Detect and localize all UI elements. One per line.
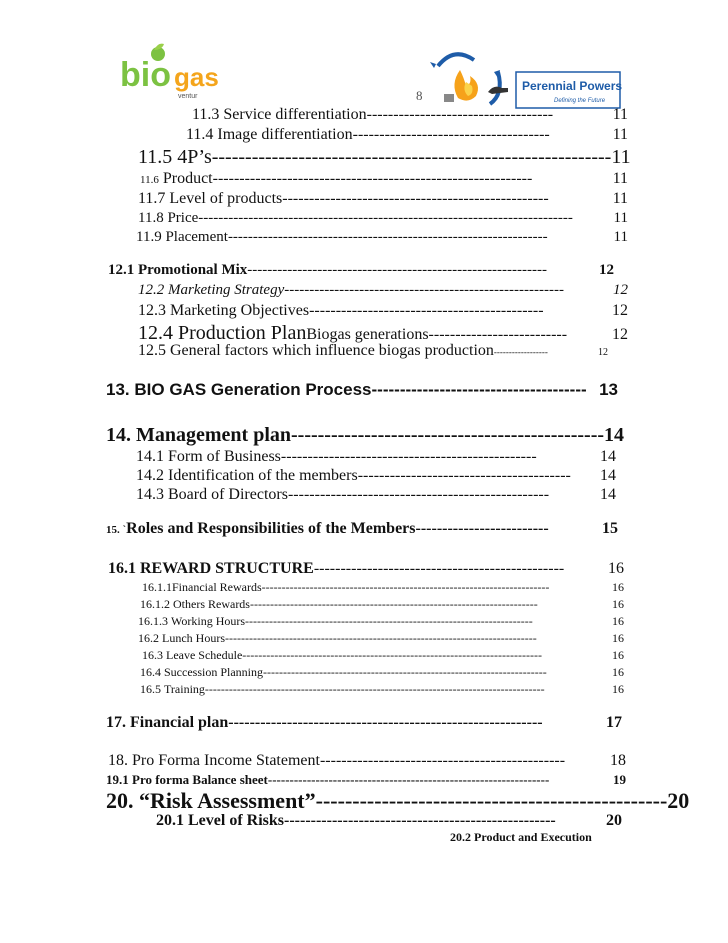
toc-title: Pro forma Balance sheet [132,772,268,787]
toc-title: BIO GAS Generation Process [134,380,372,399]
toc-title: Level of products [169,190,283,207]
toc-title: Others Rewards [173,597,250,611]
toc-title: Level of Risks [188,812,284,829]
toc-number: 11.5 [138,146,173,168]
toc-title: Roles and Responsibilities of the Members [126,520,416,537]
toc-leader: ----------------------------------------------- [291,424,605,446]
toc-entry-16-4[interactable] [140,665,624,680]
toc-title: Lunch Hours [162,631,225,645]
toc-number: 18. [108,752,128,769]
toc-page: 12 [613,282,628,298]
toc-leader: ---------------------------------------- [357,467,571,484]
toc-leader: ------------------------- [415,520,549,537]
toc-page: 11 [612,190,628,207]
toc-leader: ------------------------------------------------------------ [211,146,612,168]
toc-title: General factors which influence biogas production [170,342,494,359]
toc-title: Training [164,682,205,696]
toc-number: 14.1 [136,448,164,465]
toc-title: Financial Rewards [172,580,262,594]
toc-leader: ------------------------------------------------------------ [212,170,533,187]
biogas-logo-tag: ventur [178,93,198,100]
toc-number: 13. [106,380,130,399]
toc-title: Board of Directors [168,486,288,503]
toc-number: 16.1.2 [140,597,170,611]
toc-page: 11 [611,146,631,168]
toc-page: 14 [600,448,616,465]
perennial-logo-name: Perennial Powers [522,79,623,93]
toc-title: Marketing Strategy [168,282,285,298]
toc-page: 20 [667,788,690,813]
toc-leader: ----------------------------------------------------------- [228,714,543,731]
toc-number: 12.5 [138,342,166,359]
toc-title: Image differentiation [217,126,353,143]
toc-page: 18 [610,752,626,769]
toc-title: Price [167,210,199,226]
toc-page: 16 [612,682,624,696]
toc-number: 20.2 [450,830,471,844]
toc-leader: ---------------------------------------------- [319,752,566,769]
toc-title: Product [162,170,213,187]
toc-number: 20. [106,788,134,813]
toc-entry-20[interactable] [106,788,690,814]
toc-number: 11.8 [138,210,164,226]
toc-page: 19 [613,772,626,787]
toc-leader: ------------------------------------------------------------------------ [261,580,550,594]
toc-number: 19.1 [106,772,129,787]
toc-page: 11 [613,210,628,226]
toc-leader: --------------------------------------------------------------------------- [198,210,573,226]
toc-leader: ---------------------------------------------------------------- [227,229,548,245]
toc-page: 16 [612,580,624,594]
toc-leader: -------------------------------------- [371,380,587,399]
toc-number: 17. [106,714,126,731]
toc-leader: ------------------------------------------------------------------------ [245,614,533,628]
toc-leader: ------------------ [493,347,548,357]
toc-title: Product and Execution [474,830,592,844]
toc-leader: ------------------------------------------------- [287,486,550,503]
toc-page: 11 [612,126,628,143]
biogas-logo [120,40,230,112]
toc-leader: -------------------------------------------------- [282,190,549,207]
toc-page: 11 [612,170,628,187]
toc-number: 16.2 [138,631,159,645]
toc-entry-12-5[interactable] [138,342,608,360]
toc-number: 16.3 [142,648,163,662]
toc-page: 11 [613,229,628,245]
toc-leader: ------------------------------------- [352,126,550,143]
toc-entry-20-2[interactable] [450,830,624,845]
toc-number: 11.6 [140,174,159,186]
toc-number: 11.9 [136,229,162,245]
toc-leader: ------------------------------------------------ [280,448,537,465]
toc-page: 16 [608,560,624,577]
toc-entry-11-7[interactable] [138,190,628,208]
toc-entry-16-2[interactable] [138,631,624,646]
biogas-logo-text-left: bio [120,56,171,94]
toc-page: 12 [598,347,608,358]
toc-leader: -------------------------------------------- [309,302,544,319]
toc-title: Financial plan [130,714,229,731]
toc-leader: --------------------------------------------------------------------------- [242,648,543,662]
toc-page: 16 [612,597,624,611]
perennial-logo-tagline: Defining the Future [554,98,606,104]
toc-number: 12.4 [138,322,173,344]
toc-subtitle: Biogas generations [306,326,429,343]
toc-page: 16 [612,614,624,628]
toc-entry-15[interactable] [106,520,618,538]
toc-page: 12 [612,302,628,319]
toc-entry-13[interactable] [106,380,618,400]
toc-number: 15. ` [106,524,127,536]
toc-entry-11-4[interactable] [186,126,628,144]
toc-title: Succession Planning [164,665,263,679]
toc-entry-12-1[interactable] [108,262,614,279]
toc-title: Promotional Mix [138,262,248,278]
toc-entry-19-1[interactable] [106,772,626,788]
toc-leader: ----------------------------------------------------------------------- [263,665,547,679]
toc-page: 15 [602,520,618,537]
toc-page: 14 [600,467,616,484]
toc-entry-11-6[interactable] [140,170,628,188]
biogas-logo-text-right: gas [174,62,219,92]
toc-number: 11.7 [138,190,166,207]
toc-number: 11.3 [192,106,220,123]
toc-title: Identification of the members [168,467,358,484]
toc-number: 14.2 [136,467,164,484]
toc-title: Placement [165,229,228,245]
toc-leader: --------------------------------------------------- [284,812,556,829]
toc-entry-14-2[interactable] [136,467,616,485]
toc-leader: -------------------------------------------------------- [284,282,564,298]
toc-title: Form of Business [168,448,281,465]
toc-leader: ----------------------------------- [366,106,554,123]
toc-page: 11 [612,106,628,123]
toc-title: Pro Forma Income Statement [132,752,320,769]
toc-title: “Risk Assessment” [139,788,316,813]
toc-page: 16 [612,631,624,645]
toc-number: 16.1.1 [142,580,172,594]
svg-text:8: 8 [416,88,423,103]
toc-leader: ------------------------------------------------ [315,788,668,813]
toc-number: 16.4 [140,665,161,679]
toc-entry-11-5[interactable] [138,146,631,169]
toc-leader: ------------------------------------------------------------ [247,262,548,278]
toc-number: 16.5 [140,682,161,696]
toc-page: 12 [599,262,614,278]
toc-page: 12 [612,326,628,343]
toc-number: 20.1 [156,812,184,829]
toc-entry-16-1-2[interactable] [140,597,624,612]
toc-entry-11-9[interactable] [136,229,628,246]
toc-title: Marketing Objectives [170,302,310,319]
toc-entry-18[interactable] [108,752,626,770]
toc-page: 14 [600,486,616,503]
toc-entry-16-1-3[interactable] [138,614,624,629]
toc-entry-16-5[interactable] [140,682,624,697]
toc-number: 16.1.3 [138,614,168,628]
toc-entry-17[interactable] [106,714,622,732]
toc-title: Production Plan [178,322,307,344]
toc-title: Management plan [136,424,291,446]
toc-leader: ------------------------------------------------------------------------------------- [204,682,545,696]
toc-entry-16-1-1[interactable] [142,580,624,595]
toc-page: 14 [604,424,625,446]
toc-number: 12.3 [138,302,166,319]
toc-title: Service differentiation [223,106,367,123]
toc-entry-12-2[interactable] [138,282,628,299]
toc-page: 16 [612,648,624,662]
toc-page: 17 [606,714,622,731]
toc-leader: ----------------------------------------------------------------- [267,772,550,787]
toc-leader: -------------------------- [428,326,568,343]
toc-title: REWARD STRUCTURE [140,560,314,577]
toc-page: 20 [606,812,622,829]
toc-entry-20-1[interactable] [156,812,622,830]
toc-entry-16-1[interactable] [108,560,624,578]
toc-leader: ------------------------------------------------------------------------ [249,597,538,611]
toc-entry-14[interactable] [106,424,625,447]
toc-title: Working Hours [171,614,246,628]
toc-number: 16.1 [108,560,136,577]
toc-entry-11-8[interactable] [138,210,628,227]
toc-entry-11-3[interactable] [192,106,628,124]
toc-entry-16-3[interactable] [142,648,624,663]
toc-entry-14-3[interactable] [136,486,616,504]
toc-number: 11.4 [186,126,214,143]
toc-leader: ----------------------------------------------- [313,560,565,577]
toc-number: 12.2 [138,282,165,298]
toc-page: 16 [612,665,624,679]
toc-title: Leave Schedule [166,648,243,662]
toc-title: 4P’s [177,146,212,168]
toc-number: 14.3 [136,486,164,503]
toc-page: 13 [599,380,618,399]
toc-entry-14-1[interactable] [136,448,616,466]
toc-number: 12.1 [108,262,135,278]
toc-leader: ------------------------------------------------------------------------------ [225,631,537,645]
toc-entry-12-3[interactable] [138,302,628,320]
toc-number: 14. [106,424,131,446]
